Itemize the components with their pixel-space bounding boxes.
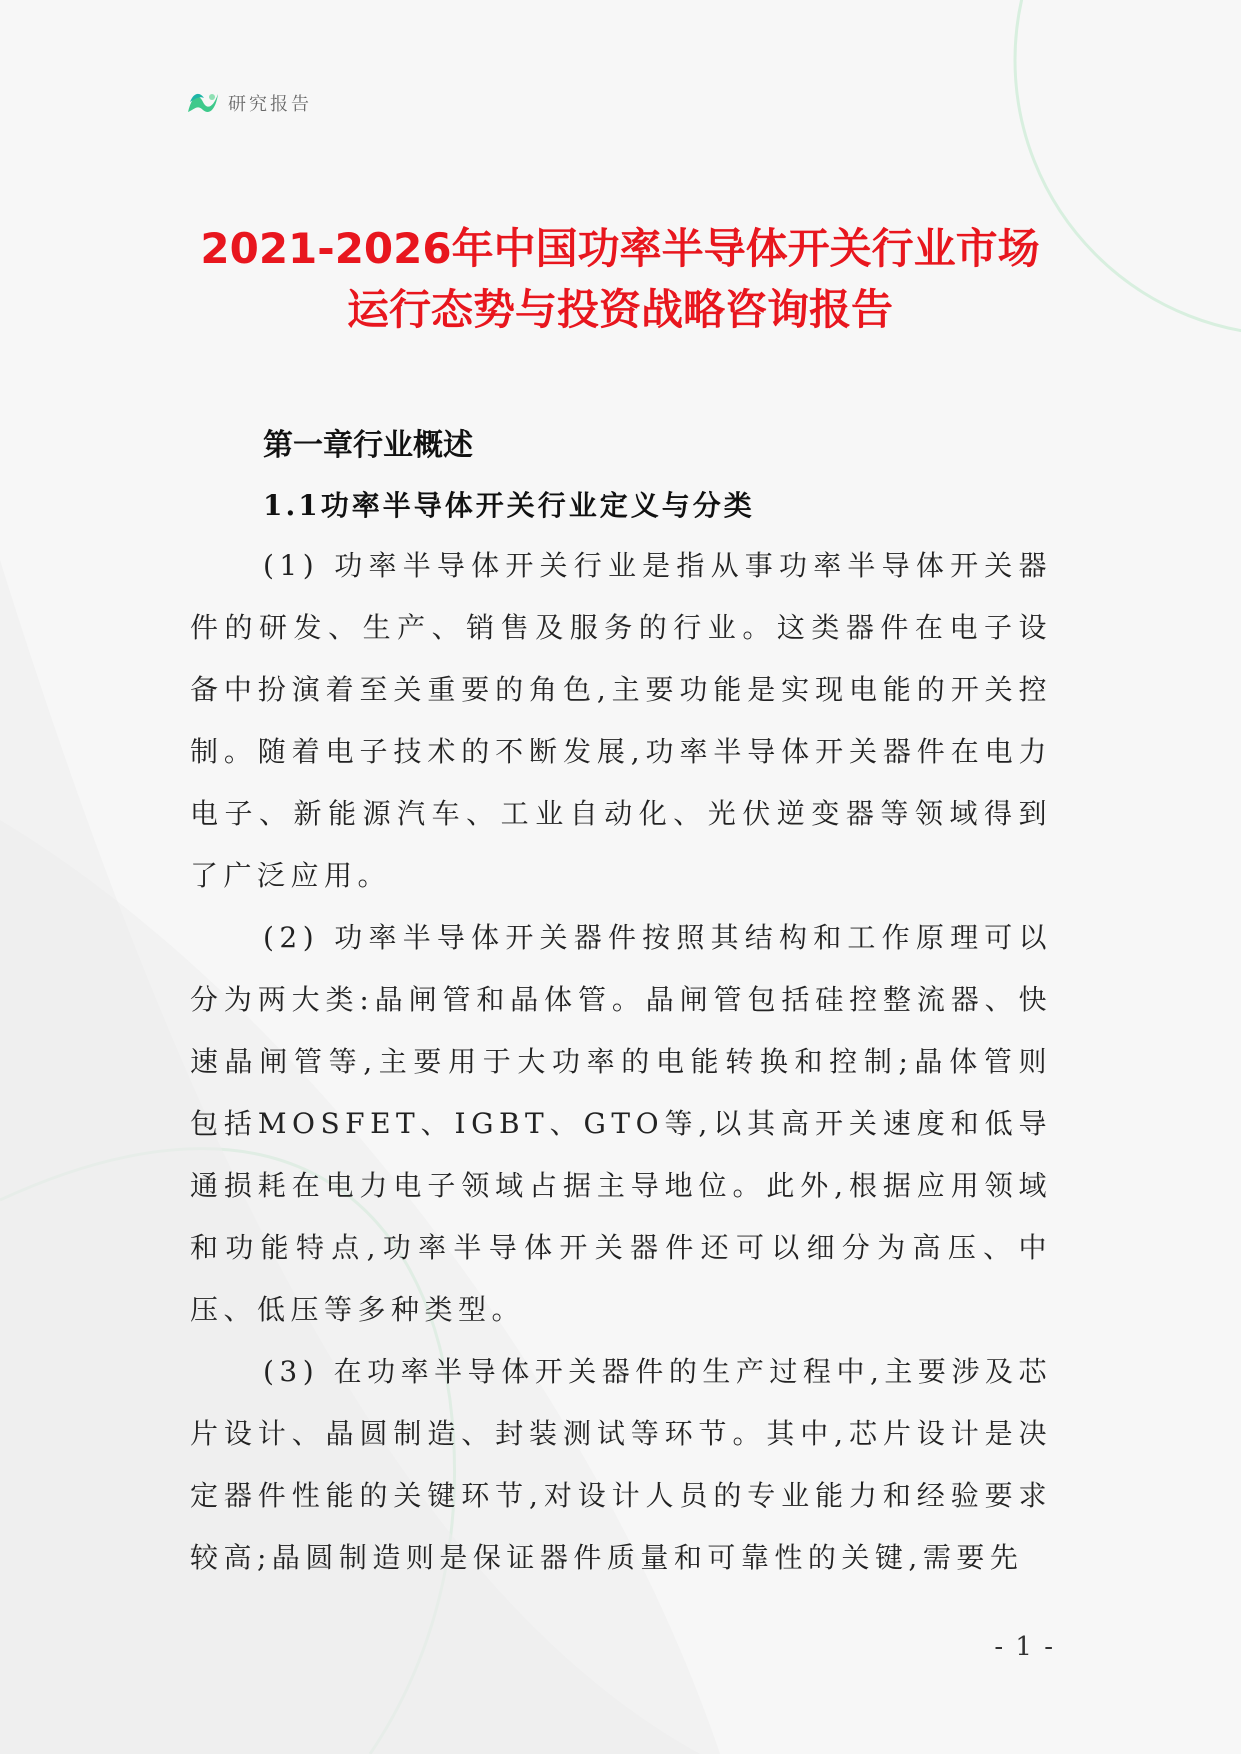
paragraph-1: (1) 功率半导体开关行业是指从事功率半导体开关器件的研发、生产、销售及服务的行业。这类器件在电子设备中扮演着至关重要的角色,主要功能是实现电能的开关控制。随着电子技术的不断发展,功率半导体开关器件在电力电子、新能源汽车、工业自动化、光伏逆变器等领域得到了广泛应用。 <box>190 549 1052 892</box>
title-line-2: 运行态势与投资战略咨询报告 <box>346 285 893 334</box>
title-line-1: 2021-2026年中国功率半导体开关行业市场 <box>200 224 1040 273</box>
brand-logo-icon <box>186 88 220 118</box>
paragraph-2: (2) 功率半导体开关器件按照其结构和工作原理可以分为两大类:晶闸管和晶体管。晶闸管包括硅控整流器、快速晶闸管等,主要用于大功率的电能转换和控制;晶体管则包括MOSFET、IGBT、GTO等,以其高开关速度和低导通损耗在电力电子领域占据主导地位。此外,根据应用领域和功能特点,功率半导体开关器件还可以细分为高压、中压、低压等多种类型。 <box>190 921 1052 1326</box>
page-number: - 1 - <box>994 1632 1055 1662</box>
chapter-heading: 第一章行业概述 <box>263 428 473 463</box>
logo-text: 研究报告 <box>228 94 312 115</box>
paragraph-3: (3) 在功率半导体开关器件的生产过程中,主要涉及芯片设计、晶圆制造、封装测试等环节。其中,芯片设计是决定器件性能的关键环节,对设计人员的专业能力和经验要求较高;晶圆制造则是保证器件质量和可靠性的关键,需要先 <box>190 1355 1052 1574</box>
section-heading: 1.1功率半导体开关行业定义与分类 <box>263 489 755 522</box>
report-logo <box>186 88 312 118</box>
report-title <box>150 218 1090 340</box>
